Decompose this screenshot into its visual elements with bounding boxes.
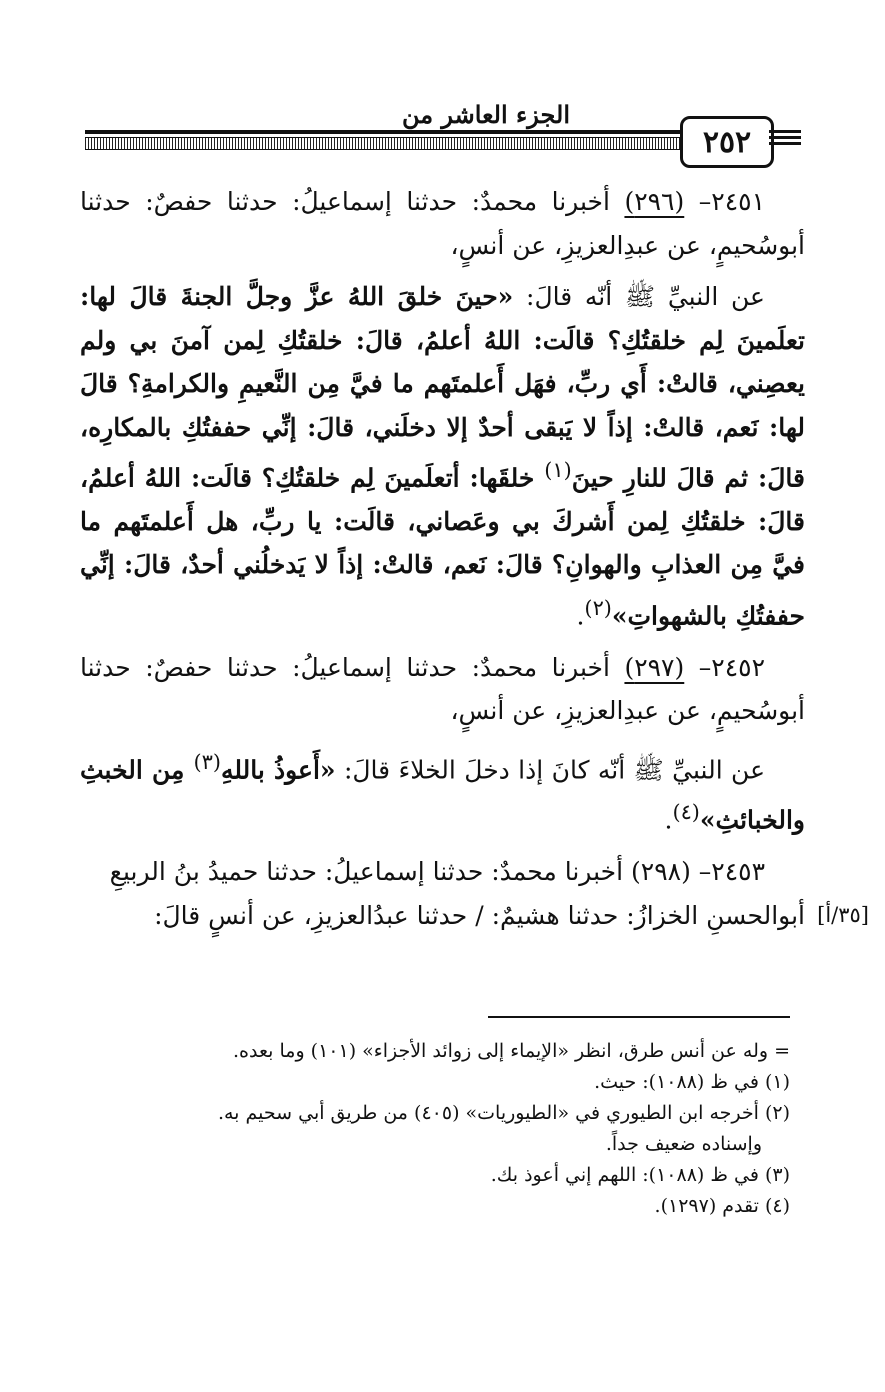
footnote-2: (٢) أخرجه ابن الطيوري في «الطيوريات» (٤٠٥) من طريق أبي سحيم به.: [217, 1102, 790, 1124]
page-box-ornament: [769, 130, 801, 148]
hadith-number: ٢٤٥١: [711, 187, 765, 216]
hadith-reference: (٢٩٨): [631, 857, 691, 887]
isnad-text-cont: أبوالحسنِ الخزازُ: حدثنا هشيمٌ: / حدثنا عبدُالعزيزِ، عن أنسٍ قالَ:: [154, 900, 805, 930]
matn-text: «حينَ خلقَ اللهُ عزَّ وجلَّ الجنةَ قالَ لها: تعلَمينَ لِم خلقتُكِ؟ قالَت: اللهُ أعلمُ، قالَ: خلقتُكِ لِمن آمنَ بي ولم يعصِني، قالتْ: أَي ربِّ، فهَل أَعلمتَهم ما فيَّ مِن النَّعيمِ والكرامةِ؟ قالَ لها: نَعم، قالتْ: إذاً لا يَبقى أحدٌ إلا دخلَني، قالَ: إنِّي حففتُكِ بالمكارِه، قالَ: ثم قالَ للنارِ حينَ: [80, 282, 805, 493]
page-number: ٢٥٢: [702, 124, 752, 160]
matn-intro: عن النبيِّ ﷺ أنّه كانَ إذا دخلَ الخلاءَ قالَ:: [335, 754, 765, 784]
footnotes: [120, 1036, 790, 1222]
hadith-matn-2451: عن النبيِّ ﷺ أنّه قالَ: «حينَ خلقَ اللهُ عزَّ وجلَّ الجنةَ قالَ لها: تعلَمينَ لِم خلقتُكِ؟ قالَت: اللهُ أعلمُ، قالَ: خلقتُكِ لِمن آمنَ بي ولم يعصِني، قالتْ: أَي ربِّ، فهَل أَعلمتَهم ما فيَّ مِن النَّعيمِ والكرامةِ؟ قالَ لها: نَعم، قالتْ: إذاً لا يَبقى أحدٌ إلا دخلَني، قالَ: إنِّي حففتُكِ بالمكارِه، قالَ: ثم قالَ للنارِ حينَ$^{(١)}$ خلقَها: أتعلَمينَ لِم خلقتُكِ؟ قالَت: اللهُ أعلمُ، قالَ: خلقتُكِ لِمن أَشركَ بي وعَصاني، قالَت: يا ربِّ، هل أَعلمتَهم ما فيَّ مِن العذابِ والهوانِ؟ قالَ: نَعم، قالتْ: إذاً لا يَدخلُني أحدٌ، قالَ: إنِّي حففتُكِ بالشهواتِ»$^{(٢)}$.: [80, 282, 805, 631]
hadith-reference: (٢٩٧): [624, 652, 685, 682]
header-hatch-rule: [85, 137, 685, 150]
isnad-continuation: [80, 894, 869, 938]
hadith-number: ٢٤٥٢: [711, 652, 765, 682]
hadith-matn-2452: عن النبيِّ ﷺ أنّه كانَ إذا دخلَ الخلاءَ قالَ: «أَعوذُ باللهِ$^{(٣)}$ مِن الخبثِ والخبائثِ»$^{(٤)}$.: [80, 749, 805, 835]
hadith-number: ٢٤٥٣: [711, 857, 765, 887]
footnote-4: (٤) تقدم (١٢٩٧).: [654, 1195, 790, 1217]
hadith-isnad-2453: ٢٤٥٣– (٢٩٨) أخبرنا محمدٌ: حدثنا إسماعيلُ: حدثنا حميدُ بنُ الربيعِ: [109, 857, 765, 887]
matn-text-cont: مِن الخبثِ والخبائثِ»: [80, 754, 805, 835]
header-rule: [85, 130, 685, 134]
matn-text-cont: خلقَها: أتعلَمينَ لِم خلقتُكِ؟ قالَت: اللهُ أعلمُ، قالَ: خلقتُكِ لِمن أَشركَ بي وعَصاني، قالَت: يا ربِّ، هل أَعلمتَهم ما فيَّ مِن العذابِ والهوانِ؟ قالَ: نَعم، قالتْ: إذاً لا يَدخلُني أحدٌ، قالَ: إنِّي حففتُكِ بالشهواتِ»: [80, 463, 805, 631]
page-header: [85, 100, 800, 170]
hadith-isnad-2452: ٢٤٥٢– (٢٩٧) أخبرنا محمدٌ: حدثنا إسماعيلُ: حدثنا حفصٌ: حدثنا أبوسُحيمٍ، عن عبدِالعزيزِ، عن أنسٍ،: [80, 652, 805, 726]
footnote-1: (١) في ظ (١٠٨٨): حيث.: [594, 1071, 790, 1093]
hadith-isnad-2451: ٢٤٥١– (٢٩٦) أخبرنا محمدٌ: حدثنا إسماعيلُ: حدثنا حفصٌ: حدثنا أبوسُحيمٍ، عن عبدِالعزيزِ، عن أنسٍ،: [80, 187, 805, 260]
footnote-3: (٣) في ظ (١٠٨٨): اللهم إني أعوذ بك.: [490, 1164, 790, 1186]
folio-marker: [٣٥/أ]: [817, 902, 869, 927]
footnote-marker-1: (١): [544, 458, 572, 482]
hadith-reference: (٢٩٦): [624, 187, 685, 216]
body-text: [80, 180, 869, 945]
matn-intro: عن النبيِّ ﷺ أنّه قالَ:: [513, 282, 765, 311]
footnote-marker-2: (٢): [584, 595, 612, 620]
matn-text: «أَعوذُ باللهِ: [220, 754, 336, 784]
footnote-2-cont: وإسناده ضعيف جداً.: [605, 1133, 762, 1155]
isnad-text: أخبرنا محمدٌ: حدثنا إسماعيلُ: حدثنا حميدُ بنُ الربيعِ: [109, 857, 631, 887]
footnote-marker-3: (٣): [193, 749, 221, 774]
footnote-marker-4: (٤): [672, 800, 700, 825]
footnote-divider: [488, 1016, 790, 1018]
page-number-box: [680, 116, 774, 168]
running-title: الجزء العاشر من: [401, 100, 570, 129]
footnote-continued: = وله عن أنس طرق، انظر «الإيماء إلى زوائد الأجزاء» (١٠١) وما بعده.: [233, 1040, 790, 1062]
isnad-text: أخبرنا محمدٌ: حدثنا إسماعيلُ: حدثنا حفصٌ: حدثنا أبوسُحيمٍ، عن عبدِالعزيزِ، عن أنسٍ،: [80, 652, 805, 726]
isnad-text: أخبرنا محمدٌ: حدثنا إسماعيلُ: حدثنا حفصٌ: حدثنا أبوسُحيمٍ، عن عبدِالعزيزِ، عن أنسٍ،: [80, 187, 805, 260]
